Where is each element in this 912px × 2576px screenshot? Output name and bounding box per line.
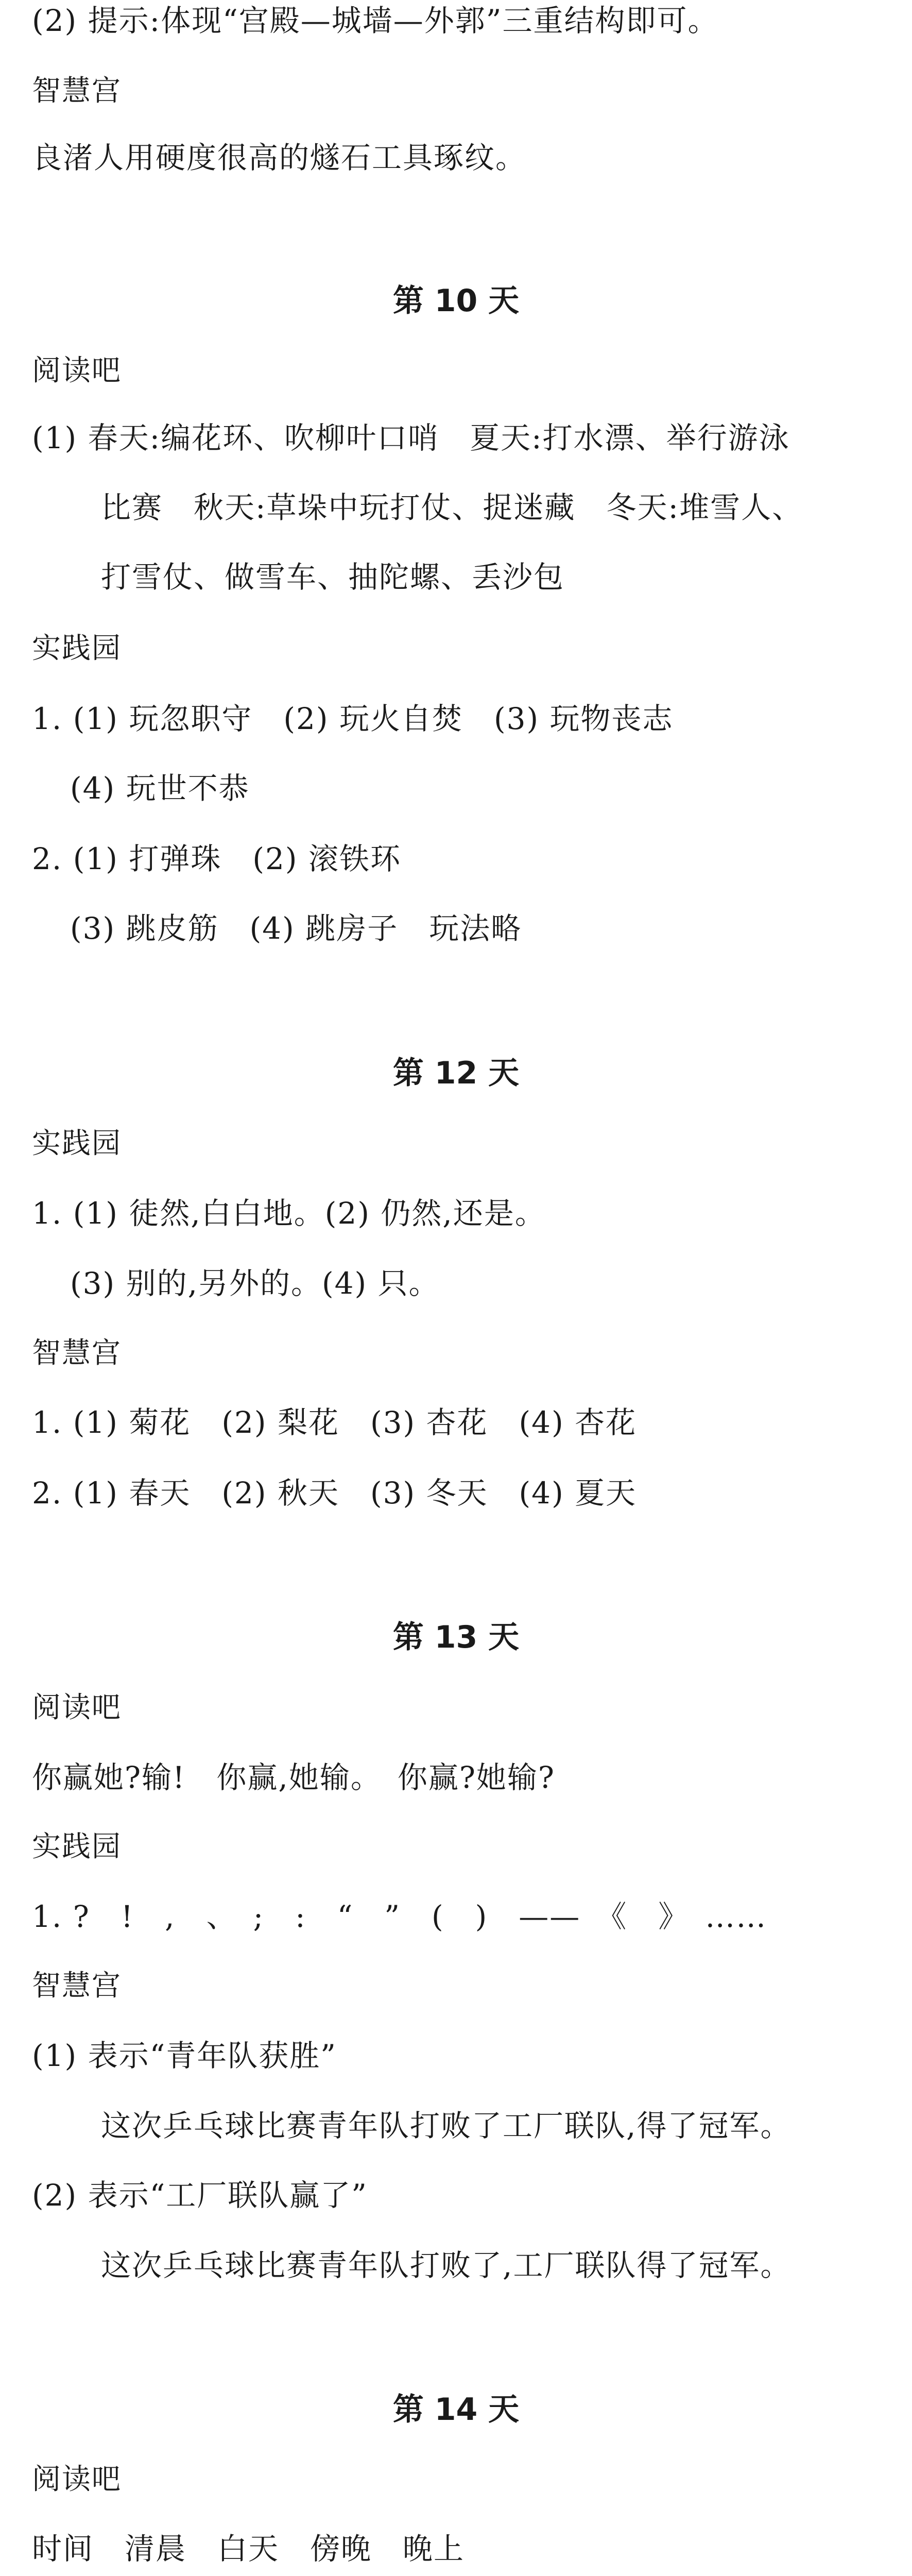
section-label-reading: 阅读吧 bbox=[32, 1691, 122, 1724]
answer-line: 打雪仗、做雪车、抽陀螺、丢沙包 bbox=[101, 560, 565, 595]
answer-line: 2. (1) 打弹珠 (2) 滚铁环 bbox=[32, 841, 401, 876]
answer-line: (2) 表示“工厂联队赢了” bbox=[32, 2178, 368, 2213]
answer-line: (3) 跳皮筋 (4) 跳房子 玩法略 bbox=[70, 911, 522, 946]
day-heading-14: 第 14 天 bbox=[392, 2392, 520, 2428]
section-label-practice: 实践园 bbox=[32, 632, 122, 665]
section-label-wisdom: 智慧宫 bbox=[32, 74, 122, 108]
day-heading-10: 第 10 天 bbox=[392, 283, 520, 319]
answer-line: 比赛 秋天:草垛中玩打仗、捉迷藏 冬天:堆雪人、 bbox=[101, 490, 803, 525]
day-heading-13: 第 13 天 bbox=[392, 1619, 520, 1655]
section-label-reading: 阅读吧 bbox=[32, 2463, 122, 2496]
section-label-practice: 实践园 bbox=[32, 1127, 122, 1160]
answer-line: 你赢她?输! 你赢,她输。 你赢?她输? bbox=[32, 1760, 556, 1795]
section-label-practice: 实践园 bbox=[32, 1830, 122, 1863]
answer-line: 2. (1) 春天 (2) 秋天 (3) 冬天 (4) 夏天 bbox=[32, 1476, 637, 1511]
day-heading-12: 第 12 天 bbox=[392, 1055, 520, 1091]
section-label-wisdom: 智慧宫 bbox=[32, 1336, 122, 1370]
punctuation-line: 1. ? ! , 、 ; : “ ” ( ) —— 《 》 …… bbox=[32, 1899, 767, 1934]
answer-line: 1. (1) 玩忽职守 (2) 玩火自焚 (3) 玩物丧志 bbox=[32, 701, 674, 736]
answer-line: 良渚人用硬度很高的燧石工具琢纹。 bbox=[32, 140, 527, 175]
section-label-reading: 阅读吧 bbox=[32, 354, 122, 387]
section-label-wisdom: 智慧宫 bbox=[32, 1969, 122, 2003]
answer-line: (1) 表示“青年队获胜” bbox=[32, 2038, 337, 2073]
answer-line: 时间 清晨 白天 傍晚 晚上 bbox=[32, 2531, 465, 2566]
answer-line: 这次乒乓球比赛青年队打败了,工厂联队得了冠军。 bbox=[101, 2248, 791, 2283]
answer-line: (3) 别的,另外的。(4) 只。 bbox=[70, 1266, 440, 1301]
answer-line: (1) 春天:编花环、吹柳叶口哨 夏天:打水漂、举行游泳 bbox=[32, 420, 790, 455]
hint-line: (2) 提示:体现“宫殿—城墙—外郭”三重结构即可。 bbox=[32, 3, 719, 38]
answer-line: 1. (1) 菊花 (2) 梨花 (3) 杏花 (4) 杏花 bbox=[32, 1405, 637, 1440]
answer-line: (4) 玩世不恭 bbox=[70, 771, 250, 806]
answer-line: 1. (1) 徒然,白白地。(2) 仍然,还是。 bbox=[32, 1196, 546, 1231]
answer-line: 这次乒乓球比赛青年队打败了工厂联队,得了冠军。 bbox=[101, 2108, 791, 2143]
